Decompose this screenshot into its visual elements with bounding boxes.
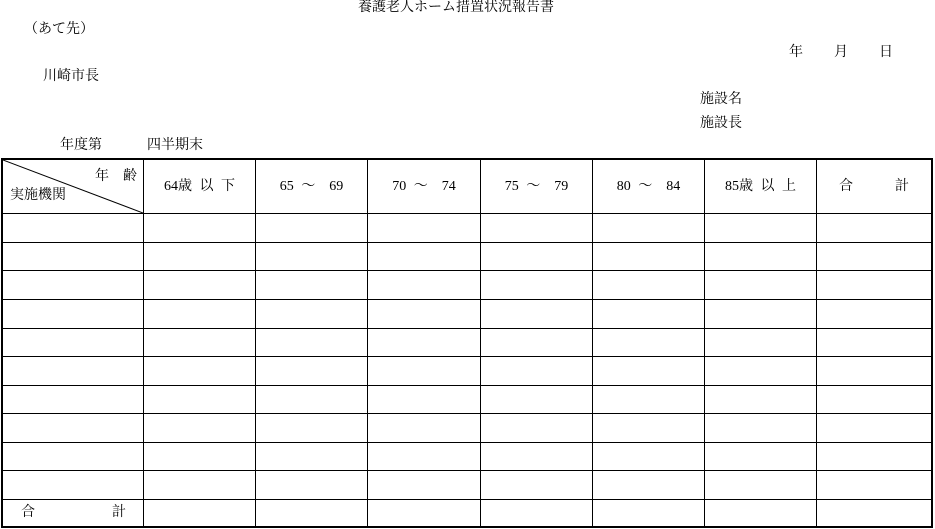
addressee: 川崎市長 — [43, 69, 99, 84]
table-cell — [817, 386, 931, 414]
table-cell — [593, 357, 705, 386]
column-header-75-79: 75 ～ 79 — [481, 160, 593, 214]
table-cell — [368, 243, 481, 271]
table-cell — [481, 414, 593, 443]
corner-header-cell — [3, 160, 144, 214]
table-cell — [368, 329, 481, 357]
table-cell — [481, 329, 593, 357]
column-header-80-84: 80 ～ 84 — [593, 160, 705, 214]
institution-cell — [3, 214, 144, 243]
report-table — [1, 158, 933, 528]
corner-header — [3, 160, 143, 213]
table-cell — [368, 443, 481, 471]
table-cell — [817, 443, 931, 471]
institution-cell — [3, 414, 144, 443]
table-cell — [144, 329, 256, 357]
table-cell — [705, 243, 817, 271]
table-cell — [593, 414, 705, 443]
age-header-label: 年 齢 — [95, 169, 137, 184]
table-cell — [144, 386, 256, 414]
table-cell — [817, 357, 931, 386]
total-row — [3, 500, 931, 526]
table-cell — [256, 329, 368, 357]
total-cell — [256, 500, 368, 526]
table-cell — [593, 386, 705, 414]
addressee-label: （あて先） — [24, 22, 94, 37]
table-cell — [817, 214, 931, 243]
total-cell — [144, 500, 256, 526]
table-cell — [593, 471, 705, 500]
table-cell — [705, 214, 817, 243]
table-cell — [481, 443, 593, 471]
column-header-70-74: 70 ～ 74 — [368, 160, 481, 214]
table-cell — [705, 271, 817, 300]
table-cell — [368, 357, 481, 386]
institution-cell — [3, 357, 144, 386]
table-cell — [705, 443, 817, 471]
column-header-total: 合 計 — [817, 160, 931, 214]
institution-cell — [3, 386, 144, 414]
table-row — [3, 414, 931, 443]
quarter-end-label: 四半期末 — [147, 138, 203, 153]
institution-cell — [3, 271, 144, 300]
table-cell — [817, 243, 931, 271]
table-cell — [256, 386, 368, 414]
table-cell — [256, 243, 368, 271]
table-cell — [144, 471, 256, 500]
table-cell — [705, 386, 817, 414]
table-cell — [705, 300, 817, 329]
table-cell — [144, 443, 256, 471]
table-cell — [705, 414, 817, 443]
institution-cell — [3, 300, 144, 329]
table-cell — [256, 443, 368, 471]
date-line: 年 月 日 — [789, 45, 894, 60]
table-cell — [481, 214, 593, 243]
table-cell — [705, 329, 817, 357]
table-cell — [817, 414, 931, 443]
table-cell — [256, 414, 368, 443]
institution-cell — [3, 329, 144, 357]
table-cell — [368, 471, 481, 500]
total-cell — [368, 500, 481, 526]
table-cell — [593, 329, 705, 357]
table-cell — [593, 443, 705, 471]
table-cell — [593, 271, 705, 300]
table-cell — [705, 471, 817, 500]
table-cell — [481, 386, 593, 414]
table-row — [3, 329, 931, 357]
total-cell — [705, 500, 817, 526]
table-row — [3, 214, 931, 243]
table-cell — [481, 471, 593, 500]
institution-cell — [3, 243, 144, 271]
table-cell — [144, 414, 256, 443]
table-row — [3, 300, 931, 329]
table-cell — [256, 214, 368, 243]
table-cell — [256, 271, 368, 300]
table-cell — [144, 300, 256, 329]
table-cell — [368, 214, 481, 243]
table-cell — [481, 357, 593, 386]
table-cell — [593, 214, 705, 243]
table-cell — [144, 357, 256, 386]
table-row — [3, 271, 931, 300]
table-row — [3, 386, 931, 414]
total-cell — [817, 500, 931, 526]
table-cell — [144, 271, 256, 300]
table-cell — [817, 471, 931, 500]
table-cell — [593, 300, 705, 329]
fiscal-year-label: 年度第 — [60, 138, 102, 153]
table-cell — [817, 271, 931, 300]
table-cell — [481, 300, 593, 329]
table-cell — [368, 300, 481, 329]
total-cell — [593, 500, 705, 526]
table-cell — [481, 271, 593, 300]
table-cell — [481, 243, 593, 271]
table-cell — [144, 214, 256, 243]
institution-header-label: 実施機関 — [10, 188, 66, 203]
table-row — [3, 243, 931, 271]
table-cell — [256, 471, 368, 500]
table-cell — [705, 357, 817, 386]
table-cell — [256, 357, 368, 386]
table-row — [3, 443, 931, 471]
table-row — [3, 471, 931, 500]
header-row — [3, 160, 931, 214]
table-cell — [817, 329, 931, 357]
table-cell — [593, 243, 705, 271]
table-cell — [368, 414, 481, 443]
institution-cell — [3, 443, 144, 471]
table-cell — [368, 386, 481, 414]
table-cell — [368, 271, 481, 300]
total-cell — [481, 500, 593, 526]
facility-name-label: 施設名 — [700, 92, 742, 107]
column-header-85-over: 85歳 以 上 — [705, 160, 817, 214]
diagonal-divider — [3, 160, 143, 213]
total-row-label: 合 計 — [3, 500, 144, 526]
institution-cell — [3, 471, 144, 500]
table-cell — [817, 300, 931, 329]
document-title: 養護老人ホーム措置状況報告書 — [358, 0, 554, 15]
table-cell — [256, 300, 368, 329]
facility-head-label: 施設長 — [700, 116, 742, 131]
table-cell — [144, 243, 256, 271]
column-header-65-69: 65 ～ 69 — [256, 160, 368, 214]
table-row — [3, 357, 931, 386]
column-header-64-under: 64歳 以 下 — [144, 160, 256, 214]
